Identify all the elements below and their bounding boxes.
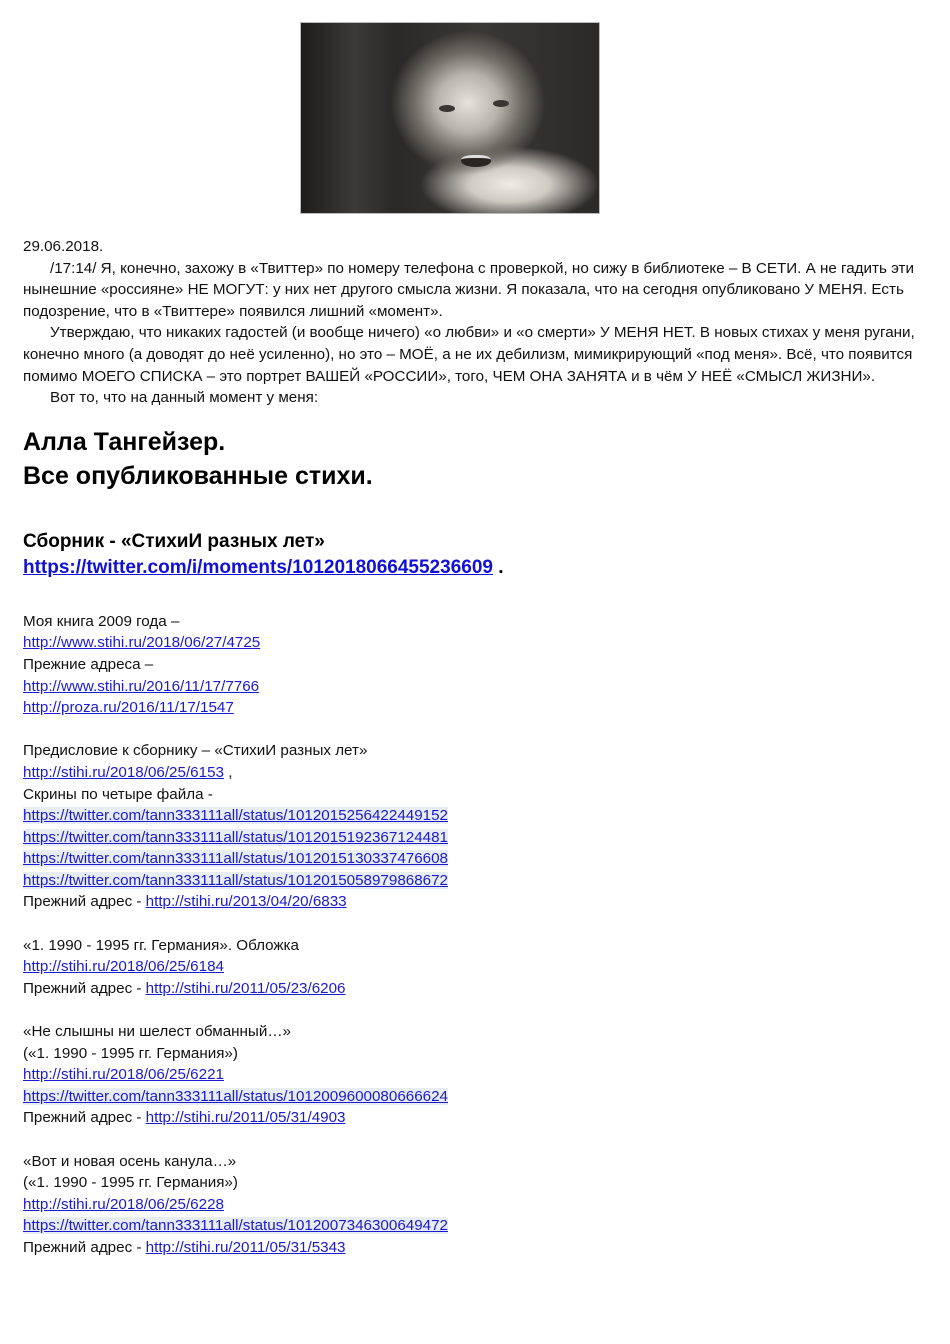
entry-prev-label: Прежний адрес - <box>23 979 146 997</box>
entry-twitter-link[interactable]: https://twitter.com/tann333111all/status/1012007346300649472 <box>23 1217 449 1235</box>
photo-eye-left <box>439 105 455 112</box>
entry-prev-link[interactable]: http://stihi.ru/2011/05/31/4903 <box>145 1109 346 1127</box>
preface-prev-label: Прежний адрес - <box>23 893 146 911</box>
angry-child-photo <box>300 22 600 214</box>
entry-link[interactable]: http://stihi.ru/2018/06/25/6184 <box>23 958 224 976</box>
intro-paragraph-2: Утверждаю, что никаких гадостей (и вообще ничего) «о любви» и «о смерти» У МЕНЯ НЕТ. В новых стихах у меня ругани, конечно много (а доводят до неё усиленно), но это – МОЁ, а не их дебилизм, мимикрирующий «под меня». Всё, что появится помимо МОЕГО СПИСКА – это портрет ВАШЕЙ «РОССИИ», того, ЧЕМ ОНА ЗАНЯТА и в чём У НЕЁ «СМЫСЛ ЖИЗНИ». <box>23 324 915 385</box>
intro-paragraph-3: Вот то, что на данный момент у меня: <box>50 389 319 407</box>
collection-heading <box>23 529 928 581</box>
collection-moment-link[interactable]: https://twitter.com/i/moments/1012018066455236609 <box>23 556 493 578</box>
preface-link-suffix: , <box>223 763 233 781</box>
entry-link[interactable]: http://stihi.ru/2018/06/25/6221 <box>23 1066 224 1084</box>
preface-link[interactable]: http://stihi.ru/2018/06/25/6153 <box>23 763 224 781</box>
collection-label: Сборник - «СтихиИ разных лет» <box>23 530 325 552</box>
preface-section <box>23 740 928 913</box>
entry-twitter-link[interactable]: https://twitter.com/tann333111all/status/1012009600080666624 <box>23 1087 449 1105</box>
intro-paragraph-1: /17:14/ Я, конечно, захожу в «Твиттер» по номеру телефона с проверкой, но сижу в библиотеке – В СЕТИ. А не гадить эти нынешние «россияне» НЕ МОГУТ: у них нет другого смысла жизни. Я показала, что на сегодня опубликовано У МЕНЯ. Есть подозрение, что в «Твиттере» появился лишний «момент». <box>23 259 914 320</box>
book-prev-link-1[interactable]: http://www.stihi.ru/2016/11/17/7766 <box>23 677 260 695</box>
author-name: Алла Тангейзер. <box>23 427 226 456</box>
screen-link-2[interactable]: https://twitter.com/tann333111all/status/1012015192367124481 <box>23 828 449 846</box>
photo-eye-right <box>493 100 509 107</box>
entry-1 <box>23 935 928 1000</box>
entry-title: «Вот и новая осень канула…» <box>23 1152 237 1170</box>
date: 29.06.2018. <box>23 238 104 255</box>
entry-title: «Не слышны ни шелест обманный…» <box>23 1023 291 1041</box>
entry-2 <box>23 1021 928 1129</box>
preface-prev-link[interactable]: http://stihi.ru/2013/04/20/6833 <box>145 893 347 911</box>
entry-prev-label: Прежний адрес - <box>23 1238 146 1256</box>
entry-subtitle: («1. 1990 - 1995 гг. Германия») <box>23 1044 238 1062</box>
document-body <box>23 236 928 1259</box>
entry-3 <box>23 1151 928 1259</box>
screens-label: Скрины по четыре файла - <box>23 785 213 803</box>
book-prev-link-2[interactable]: http://proza.ru/2016/11/17/1547 <box>23 699 234 717</box>
photo-mouth <box>461 155 491 167</box>
book-label: Моя книга 2009 года – <box>23 612 180 630</box>
entry-title: «1. 1990 - 1995 гг. Германия». Обложка <box>23 936 299 954</box>
collection-link-suffix: . <box>492 556 504 578</box>
book-section <box>23 611 928 719</box>
screen-link-4[interactable]: https://twitter.com/tann333111all/status/1012015058979868672 <box>23 871 449 889</box>
entry-link[interactable]: http://stihi.ru/2018/06/25/6228 <box>23 1195 224 1213</box>
book-prev-label: Прежние адреса – <box>23 655 154 673</box>
book-link[interactable]: http://www.stihi.ru/2018/06/27/4725 <box>23 634 261 652</box>
page-title <box>23 425 928 493</box>
entry-prev-link[interactable]: http://stihi.ru/2011/05/23/6206 <box>145 979 346 997</box>
screen-link-1[interactable]: https://twitter.com/tann333111all/status/1012015256422449152 <box>23 807 449 825</box>
title-subtitle: Все опубликованные стихи. <box>23 461 373 490</box>
entry-prev-link[interactable]: http://stihi.ru/2011/05/31/5343 <box>145 1238 346 1256</box>
screen-link-3[interactable]: https://twitter.com/tann333111all/status/1012015130337476608 <box>23 850 449 868</box>
preface-label: Предисловие к сборнику – «СтихиИ разных лет» <box>23 742 368 760</box>
entry-subtitle: («1. 1990 - 1995 гг. Германия») <box>23 1174 238 1192</box>
entry-prev-label: Прежний адрес - <box>23 1109 146 1127</box>
